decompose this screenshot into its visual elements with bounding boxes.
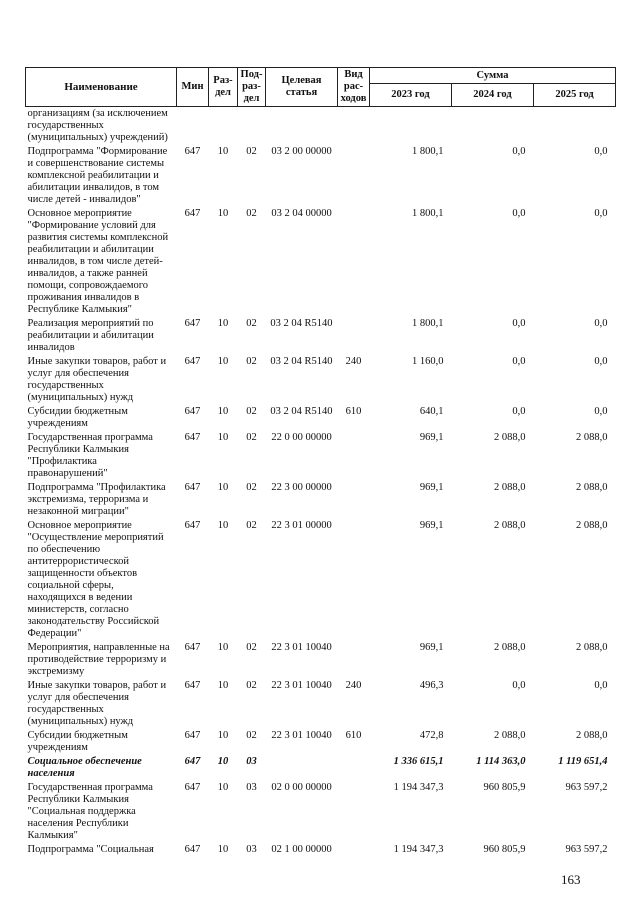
table-row	[26, 405, 616, 431]
cell-rz: 10	[217, 680, 229, 691]
cell-min: 647	[184, 356, 201, 367]
cell-rz: 10	[217, 756, 229, 767]
cell-s2: 1 114 363,0	[476, 756, 526, 767]
table-row	[26, 145, 616, 207]
cell-name: Основное мероприятие "Осуществление мероприятий по обеспечению антитеррористической защищенности объектов социальной сферы, находящихся в ведении министерств, согласно законодательству Российской Федерации"	[27, 520, 164, 639]
cell-rz: 10	[217, 356, 229, 367]
cell-s1: 1 160,0	[412, 356, 444, 367]
cell-s3	[534, 107, 616, 146]
cell-cs: 22 3 01 10040	[271, 642, 332, 653]
cell-name: Государственная программа Республики Калмыкия "Профилактика правонарушений"	[27, 432, 153, 479]
table-row	[26, 355, 616, 405]
cell-name: Реализация мероприятий по реабилитации и абилитации инвалидов	[27, 318, 154, 353]
cell-pr: 02	[246, 432, 257, 443]
cell-min: 647	[184, 208, 201, 219]
cell-s2: 960 805,9	[483, 782, 526, 793]
cell-cs: 03 2 04 R5140	[270, 318, 333, 329]
cell-s1: 969,1	[419, 520, 444, 531]
cell-s3: 1 119 651,4	[558, 756, 608, 767]
cell-s1: 1 800,1	[412, 208, 444, 219]
cell-vr: 240	[345, 680, 362, 691]
cell-cs: 22 0 00 00000	[271, 432, 332, 443]
cell-vr	[338, 641, 370, 679]
cell-pr: 02	[246, 406, 257, 417]
col-podrazdel-header: Под- раз- дел	[238, 68, 266, 107]
cell-vr	[338, 519, 370, 641]
cell-s1	[370, 107, 452, 146]
cell-s3: 963 597,2	[565, 782, 608, 793]
cell-s2: 2 088,0	[494, 642, 526, 653]
table-row	[26, 519, 616, 641]
cell-rz: 10	[217, 642, 229, 653]
cell-pr: 02	[246, 730, 257, 741]
cell-s2: 0,0	[512, 146, 526, 157]
cell-min: 647	[184, 520, 201, 531]
budget-table-wrapper	[25, 67, 615, 857]
cell-vr	[338, 145, 370, 207]
cell-rz: 10	[217, 520, 229, 531]
cell-s2: 0,0	[512, 208, 526, 219]
cell-cs	[266, 755, 338, 781]
cell-rz: 10	[217, 482, 229, 493]
cell-s2: 2 088,0	[494, 482, 526, 493]
cell-s1: 472,8	[419, 730, 444, 741]
cell-name: Подпрограмма "Формирование и совершенствование системы комплексной реабилитации и абилитации инвалидов, в том числе детей - инвалидов"	[27, 146, 168, 205]
cell-s3: 0,0	[594, 406, 608, 417]
cell-vr: 610	[345, 406, 362, 417]
cell-pr: 02	[246, 146, 257, 157]
cell-s3: 963 597,2	[565, 844, 608, 855]
cell-vr	[338, 481, 370, 519]
cell-cs	[266, 107, 338, 146]
cell-cs: 22 3 01 10040	[271, 680, 332, 691]
cell-min: 647	[184, 482, 201, 493]
cell-name: Государственная программа Республики Калмыкия "Социальная поддержка населения Республики Калмыкия"	[27, 782, 153, 841]
cell-min: 647	[184, 146, 201, 157]
cell-min: 647	[184, 642, 201, 653]
cell-cs: 03 2 00 00000	[271, 146, 332, 157]
cell-s3: 0,0	[594, 680, 608, 691]
cell-s2: 2 088,0	[494, 730, 526, 741]
cell-s2: 0,0	[512, 406, 526, 417]
cell-vr	[338, 843, 370, 857]
cell-vr	[338, 317, 370, 355]
cell-name: Субсидии бюджетным учреждениям	[27, 730, 128, 753]
cell-rz: 10	[217, 318, 229, 329]
cell-name: Подпрограмма "Профилактика экстремизма, терроризма и незаконной миграции"	[27, 482, 166, 517]
cell-cs: 02 0 00 00000	[271, 782, 332, 793]
cell-min	[177, 107, 209, 146]
cell-s1: 496,3	[419, 680, 444, 691]
table-row	[26, 207, 616, 317]
cell-rz: 10	[217, 406, 229, 417]
cell-cs: 03 2 04 00000	[271, 208, 332, 219]
cell-cs: 03 2 04 R5140	[270, 406, 333, 417]
cell-min: 647	[184, 756, 201, 767]
col-2025-header: 2025 год	[534, 84, 616, 107]
table-row	[26, 317, 616, 355]
cell-pr: 02	[246, 208, 257, 219]
cell-min: 647	[184, 730, 201, 741]
cell-cs: 22 3 01 10040	[271, 730, 332, 741]
col-vid-header: Вид рас- ходов	[338, 68, 370, 107]
cell-s3: 0,0	[594, 208, 608, 219]
cell-rz: 10	[217, 432, 229, 443]
cell-vr	[338, 755, 370, 781]
cell-name: Социальное обеспечение населения	[27, 756, 142, 779]
cell-pr: 02	[246, 482, 257, 493]
cell-name: Иные закупки товаров, работ и услуг для обеспечения государственных (муниципальных) нужд	[27, 356, 167, 403]
cell-rz: 10	[217, 782, 229, 793]
col-razdel-header: Раз- дел	[209, 68, 238, 107]
cell-rz	[209, 107, 238, 146]
cell-min: 647	[184, 432, 201, 443]
cell-s2: 0,0	[512, 356, 526, 367]
cell-s1: 1 336 615,1	[393, 756, 444, 767]
cell-s1: 1 194 347,3	[393, 782, 444, 793]
table-row	[26, 641, 616, 679]
cell-s1: 969,1	[419, 482, 444, 493]
col-min-header: Мин	[177, 68, 209, 107]
cell-vr	[338, 107, 370, 146]
cell-rz: 10	[217, 730, 229, 741]
col-name-header: Наименование	[26, 68, 177, 107]
cell-s2	[452, 107, 534, 146]
cell-pr: 03	[246, 782, 257, 793]
cell-s3: 2 088,0	[576, 482, 608, 493]
cell-pr: 03	[246, 844, 257, 855]
cell-s2: 960 805,9	[483, 844, 526, 855]
cell-cs: 22 3 00 00000	[271, 482, 332, 493]
table-row	[26, 679, 616, 729]
cell-s2: 0,0	[512, 318, 526, 329]
cell-pr: 02	[246, 318, 257, 329]
col-summa-header: Сумма	[370, 68, 616, 84]
cell-vr	[338, 431, 370, 481]
cell-s1: 1 800,1	[412, 318, 444, 329]
cell-rz: 10	[217, 146, 229, 157]
cell-s3: 0,0	[594, 356, 608, 367]
cell-s1: 969,1	[419, 642, 444, 653]
cell-pr	[238, 107, 266, 146]
cell-s3: 2 088,0	[576, 642, 608, 653]
cell-vr: 240	[345, 356, 362, 367]
cell-vr: 610	[345, 730, 362, 741]
cell-s1: 1 194 347,3	[393, 844, 444, 855]
cell-name: Мероприятия, направленные на противодействие терроризму и экстремизму	[27, 642, 170, 677]
cell-vr	[338, 781, 370, 843]
cell-pr: 02	[246, 356, 257, 367]
cell-pr: 02	[246, 680, 257, 691]
col-celevaya-header: Целевая статья	[266, 68, 338, 107]
col-2024-header: 2024 год	[452, 84, 534, 107]
cell-s3: 2 088,0	[576, 432, 608, 443]
cell-cs: 02 1 00 00000	[271, 844, 332, 855]
table-row	[26, 755, 616, 781]
table-row	[26, 843, 616, 857]
cell-s3: 2 088,0	[576, 730, 608, 741]
cell-name: организациям (за исключением государственных (муниципальных) учреждений)	[27, 108, 168, 143]
cell-name: Подпрограмма "Социальная	[27, 844, 154, 855]
cell-cs: 03 2 04 R5140	[270, 356, 333, 367]
cell-min: 647	[184, 318, 201, 329]
table-row	[26, 781, 616, 843]
cell-min: 647	[184, 406, 201, 417]
table-row	[26, 729, 616, 755]
cell-s2: 2 088,0	[494, 520, 526, 531]
cell-s1: 640,1	[419, 406, 444, 417]
cell-rz: 10	[217, 208, 229, 219]
cell-vr	[338, 207, 370, 317]
cell-min: 647	[184, 844, 201, 855]
cell-cs: 22 3 01 00000	[271, 520, 332, 531]
table-row	[26, 431, 616, 481]
table-header	[26, 68, 616, 107]
cell-min: 647	[184, 782, 201, 793]
col-2023-header: 2023 год	[370, 84, 452, 107]
cell-pr: 03	[246, 756, 257, 767]
table-row	[26, 107, 616, 146]
cell-rz: 10	[217, 844, 229, 855]
cell-s1: 969,1	[419, 432, 444, 443]
cell-min: 647	[184, 680, 201, 691]
cell-s2: 0,0	[512, 680, 526, 691]
page-number: 163	[561, 872, 581, 887]
cell-name: Основное мероприятие "Формирование условий для развития системы комплексной реабилитации и абилитации инвалидов, в том числе детей-инвалидов, а также ранней помощи, сопровождаемого проживания инвалидов в Республике Калмыкия"	[27, 208, 169, 315]
cell-name: Иные закупки товаров, работ и услуг для обеспечения государственных (муниципальных) нужд	[27, 680, 167, 727]
cell-s3: 0,0	[594, 146, 608, 157]
cell-pr: 02	[246, 642, 257, 653]
budget-table	[25, 67, 616, 857]
cell-pr: 02	[246, 520, 257, 531]
cell-s2: 2 088,0	[494, 432, 526, 443]
cell-name: Субсидии бюджетным учреждениям	[27, 406, 128, 429]
table-row	[26, 481, 616, 519]
cell-s3: 2 088,0	[576, 520, 608, 531]
table-body	[26, 107, 616, 858]
cell-s1: 1 800,1	[412, 146, 444, 157]
cell-s3: 0,0	[594, 318, 608, 329]
